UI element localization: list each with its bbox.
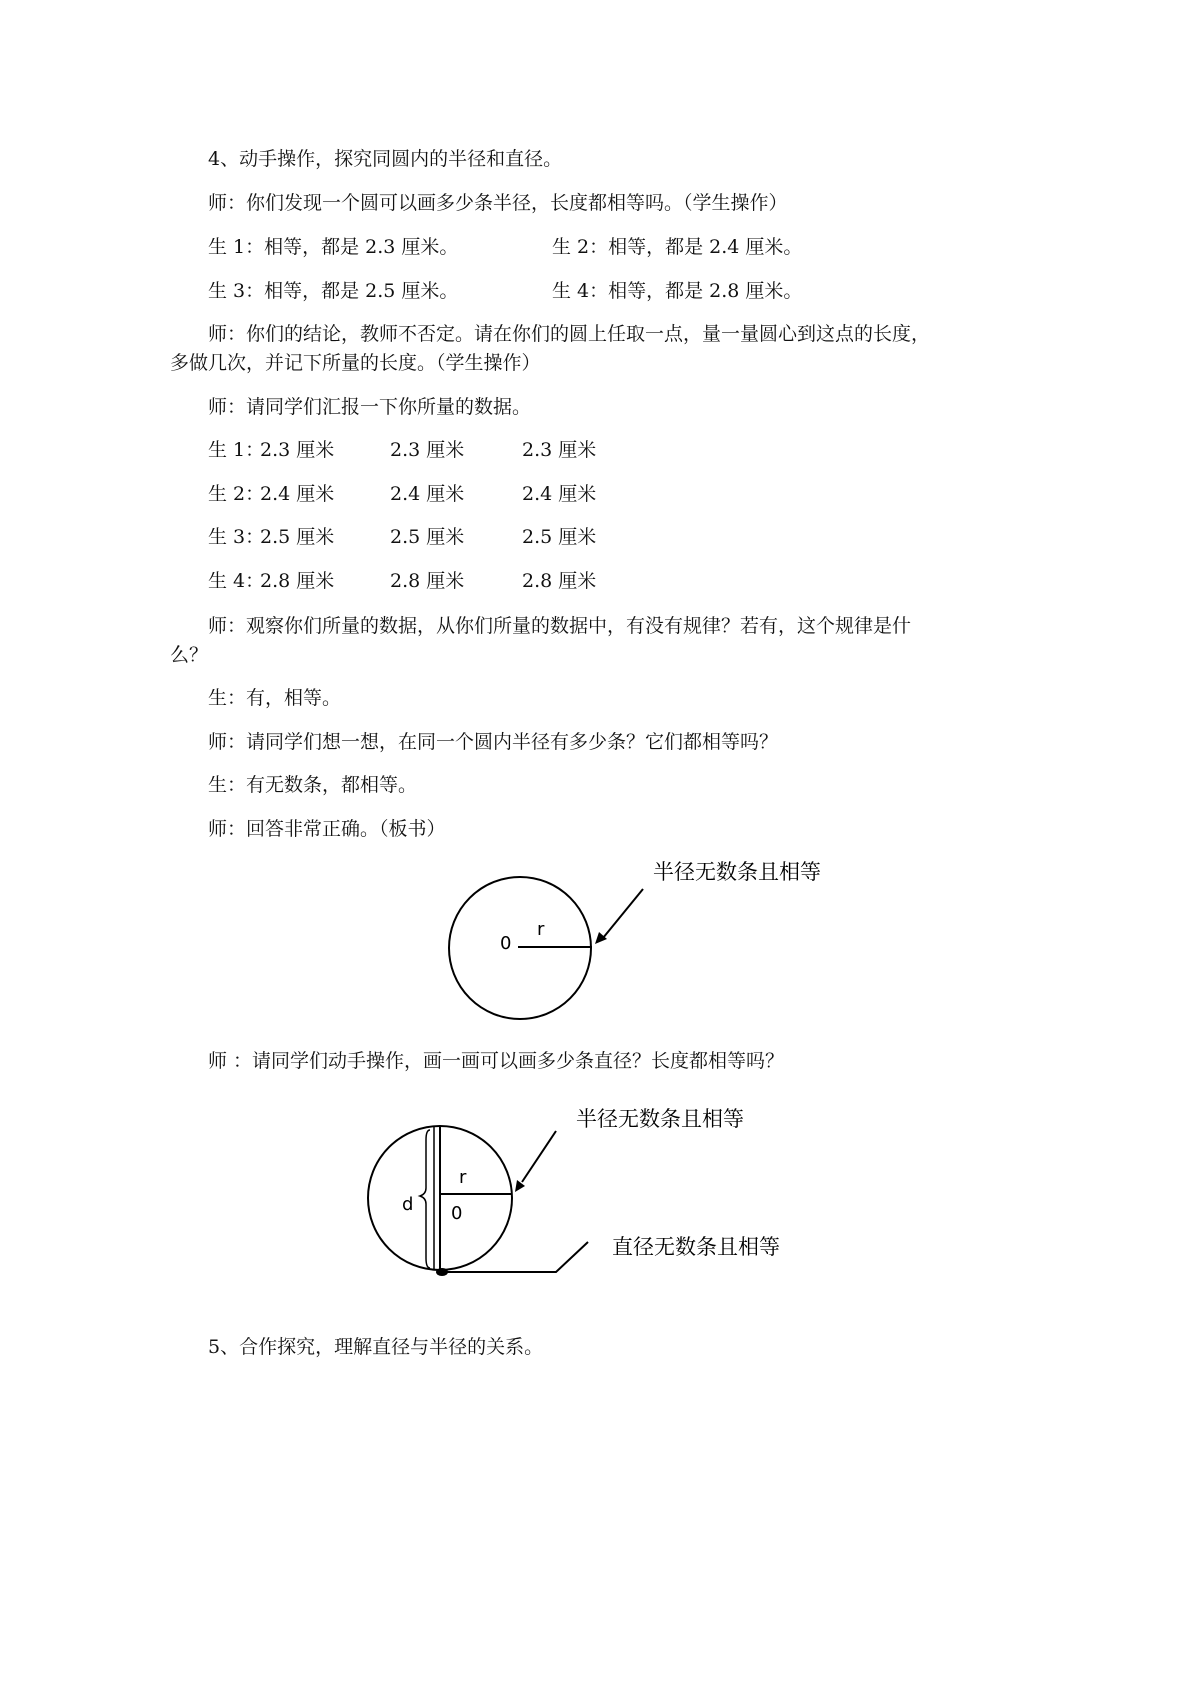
center-label: 0: [451, 1203, 463, 1224]
callout-arrow: [603, 889, 643, 938]
teacher-question-5: 师：请同学们想一想，在同一个圆内半径有多少条？它们都相等吗？: [208, 731, 779, 753]
teacher-question-1: 师：你们发现一个圆可以画多少条半径，长度都相等吗。（学生操作）: [208, 192, 788, 214]
section5-heading: 5、合作探究，理解直径与半径的关系。: [208, 1336, 544, 1358]
student-answer-3: 生 3：相等，都是 2.5 厘米。: [208, 280, 459, 302]
teacher-question-2-line-1: 师：你们的结论，教师不否定。请在你们的圆上任取一点，量一量圆心到这点的长度，: [208, 323, 931, 345]
measurement-row: 生 1：: [208, 439, 265, 461]
measurement-value: 2.5 厘米: [260, 526, 335, 548]
radius-callout: 半径无数条且相等: [653, 860, 821, 884]
brace: [420, 1130, 430, 1268]
measurement-row: 生 3：: [208, 526, 265, 548]
diameter-label: d: [402, 1194, 414, 1215]
student-answer-general: 生：有，相等。: [208, 687, 342, 709]
measurement-value: 2.8 厘米: [390, 570, 465, 592]
student-answer-4: 生 4：相等，都是 2.8 厘米。: [552, 280, 803, 302]
measurement-value: 2.4 厘米: [390, 483, 465, 505]
teacher-question-2-line-2: 多做几次，并记下所量的长度。（学生操作）: [170, 352, 541, 374]
teacher-question-7: 师 ：请同学们动手操作，画一画可以画多少条直径？长度都相等吗？: [208, 1050, 785, 1072]
radius-figure: [440, 850, 860, 1030]
measurement-value: 2.5 厘米: [390, 526, 465, 548]
measurement-value: 2.8 厘米: [260, 570, 335, 592]
measurement-value: 2.3 厘米: [260, 439, 335, 461]
diameter-callout: 直径无数条且相等: [612, 1235, 780, 1259]
radius-callout: 半径无数条且相等: [576, 1107, 744, 1131]
measurement-row: 生 2：: [208, 483, 265, 505]
arrow-head: [515, 1180, 525, 1192]
teacher-question-6: 师：回答非常正确。（板书）: [208, 818, 446, 840]
section4-heading: 4、动手操作，探究同圆内的半径和直径。: [208, 148, 563, 170]
student-answer-1: 生 1：相等，都是 2.3 厘米。: [208, 236, 459, 258]
measurement-value: 2.3 厘米: [390, 439, 465, 461]
leader-dot: [436, 1268, 448, 1276]
diameter-figure: [360, 1100, 810, 1290]
radius-label: r: [537, 919, 545, 940]
measurement-value: 2.5 厘米: [522, 526, 597, 548]
radius-label: r: [459, 1167, 467, 1188]
student-answer-infinite: 生：有无数条，都相等。: [208, 774, 418, 796]
measurement-value: 2.8 厘米: [522, 570, 597, 592]
measurement-value: 2.4 厘米: [522, 483, 597, 505]
teacher-question-3: 师：请同学们汇报一下你所量的数据。: [208, 396, 532, 418]
teacher-question-4-line-1: 师：观察你们所量的数据，从你们所量的数据中，有没有规律？若有，这个规律是什: [208, 615, 912, 637]
measurement-value: 2.4 厘米: [260, 483, 335, 505]
student-answer-2: 生 2：相等，都是 2.4 厘米。: [552, 236, 803, 258]
measurement-row: 生 4：: [208, 570, 265, 592]
measurement-value: 2.3 厘米: [522, 439, 597, 461]
teacher-question-4-line-2: 么？: [170, 644, 209, 666]
radius-callout-arrow: [522, 1131, 556, 1182]
center-label: 0: [500, 933, 512, 954]
